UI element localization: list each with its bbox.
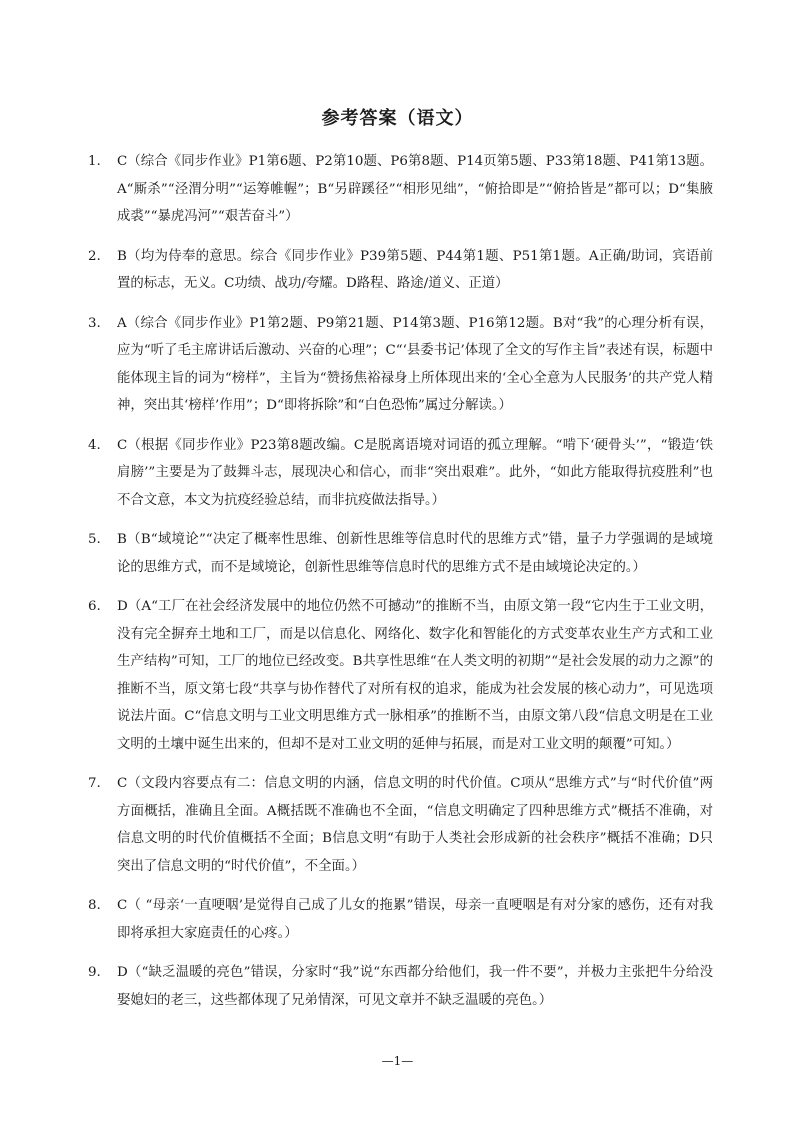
answer-list	[88, 148, 713, 1026]
answer-text: C（根据《同步作业》P23第8题改编。C是脱离语境对词语的孤立理解。“啃下‘硬骨头’”，“锻造‘铁肩膀’”主要是为了鼓舞斗志，展现决心和信心，而非“突出艰难”。此外，“如此方能取得抗疫胜利”也不合文意，本文为抗疫经验总结，而非抗疫做法指导。）	[117, 437, 713, 508]
answer-number: 7.	[88, 776, 101, 791]
answer-text: C（综合《同步作业》P1第6题、P2第10题、P6第8题、P14页第5题、P33第18题、P41第13题。A“厮杀”“泾渭分明”“运筹帷幄”；B“另辟蹊径”“相形见绌”，“俯拾即是”“俯拾皆是”都可以；D“集腋成裘”“暴虎冯河”“艰苦奋斗”）	[117, 154, 713, 224]
answer-text: B（均为侍奉的意思。综合《同步作业》P39第5题、P44第1题、P51第1题。A正确/助词，宾语前置的标志，无义。C功绩、战功/夸耀。D路程、路途/道义、正道）	[117, 248, 713, 291]
answer-number: 8.	[88, 898, 101, 913]
answer-number: 4.	[88, 437, 101, 453]
answer-item-8	[88, 892, 713, 947]
answer-item-4	[88, 432, 713, 515]
answer-text: D（“缺乏温暖的亮色”错误，分家时“我”说“东西都分给他们，我一件不要”，并极力主张把牛分给没娶媳妇的老三，这些都体现了兄弟情深，可见文章并不缺乏温暖的亮色。）	[117, 965, 713, 1008]
answer-text: B（B“域境论”“决定了概率性思维、创新性思维等信息时代的思维方式”错，量子力学强调的是域境论的思维方式，而不是域境论，创新性思维等信息时代的思维方式不是由域境论决定的。）	[117, 532, 713, 575]
answer-item-6	[88, 593, 713, 758]
answer-item-9	[88, 959, 713, 1014]
answer-text: C（文段内容要点有二：信息文明的内涵，信息文明的时代价值。C项从“思维方式”与“时代价值”两方面概括，准确且全面。A概括既不准确也不全面，“信息文明确定了四种思维方式”概括不准确，对信息文明的时代价值概括不全面；B信息文明“有助于人类社会形成新的社会秩序”概括不准确；D只突出了信息文明的“时代价值”，不全面。）	[117, 776, 713, 874]
answer-item-1	[88, 148, 713, 231]
answer-text: C（ “母亲‘一直哽咽’是觉得自己成了儿女的拖累”错误，母亲一直哽咽是有对分家的感伤，还有对我即将承担大家庭责任的心疼。）	[117, 898, 713, 941]
page-title: 参考答案（语文）	[321, 108, 474, 129]
answer-number: 5.	[88, 532, 101, 547]
answer-item-5	[88, 526, 713, 581]
answer-text: D（A“工厂在社会经济发展中的地位仍然不可撼动”的推断不当，由原文第一段“它内生于工业文明，没有完全摒弃土地和工厂，而是以信息化、网络化、数字化和智能化的方式变革农业生产方式和工业生产结构”可知，工厂的地位已经改变。B共享性思维“在人类文明的初期”“是社会发展的动力之源”的推断不当，原文第七段“共享与协作替代了对所有权的追求，能成为社会发展的核心动力”，可见选项说法片面。C“信息文明与工业文明思维方式一脉相承”的推断不当，由原文第八段“信息文明是在工业文明的土壤中诞生出来的，但却不是对工业文明的延伸与拓展，而是对工业文明的颠覆”可知。）	[117, 599, 713, 752]
answer-number: 2.	[88, 248, 101, 264]
answer-text: A（综合《同步作业》P1第2题、P9第21题、P14第3题、P16第12题。B对“我”的心理分析有误，应为“听了毛主席讲话后激动、兴奋的心理”；C“‘县委书记’体现了全文的写作主旨”表述有误，标题中能体现主旨的词为“榜样”，主旨为“赞扬焦裕禄身上所体现出来的‘全心全意为人民服务’的共产党人精神，突出其‘榜样’作用”；D“即将拆除”和“白色恐怖”属过分解读。）	[117, 315, 713, 413]
answer-number: 9.	[88, 965, 101, 980]
answer-item-2	[88, 243, 713, 298]
answer-number: 1.	[88, 154, 101, 169]
answer-item-3	[88, 310, 713, 420]
page-number: —1—	[381, 1054, 414, 1068]
answer-number: 3.	[88, 315, 101, 331]
answer-number: 6.	[88, 599, 101, 614]
answer-item-7	[88, 770, 713, 880]
